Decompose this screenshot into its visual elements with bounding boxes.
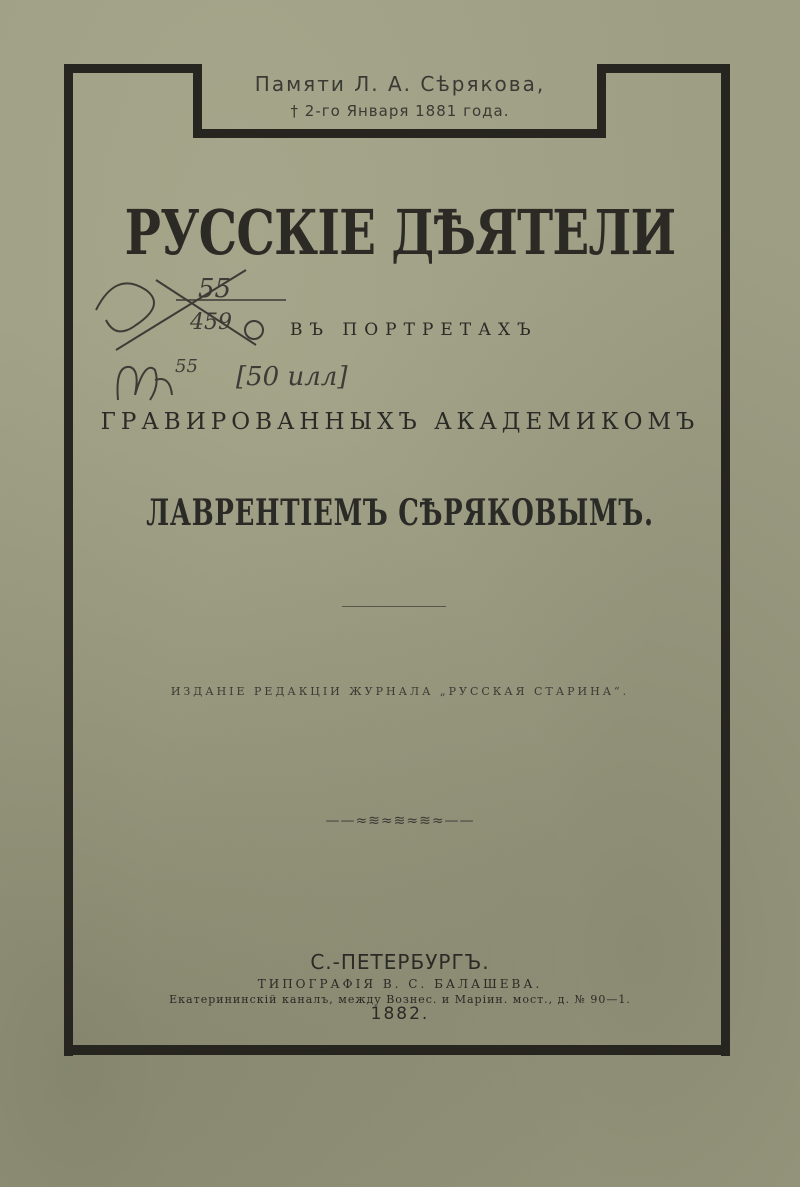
imprint-city: С.-ПЕТЕРБУРГЪ. <box>310 950 490 974</box>
frame-border-bottom <box>64 1045 730 1055</box>
memorial-line-2: † 2-го Января 1881 года. <box>290 102 510 120</box>
frame-notch-bottom <box>193 129 606 138</box>
handwritten-scrawl <box>86 250 306 360</box>
divider-rule <box>342 606 446 607</box>
imprint-address: Екатерининскій каналъ, между Вознес. и Маріин. мост., д. № 90—1. <box>169 993 631 1006</box>
imprint-year: 1882. <box>370 1004 430 1024</box>
subtitle-engraved: ГРАВИРОВАННЫХЪ АКАДЕМИКОМЪ <box>100 409 700 435</box>
page-title: РУССКІЕ ДѢЯТЕЛИ <box>124 196 676 269</box>
handwritten-note-4: [50 илл] <box>236 362 348 392</box>
imprint-printer: ТИПОГРАФІЯ В. С. БАЛАШЕВА. <box>257 977 543 991</box>
subtitle-portraits: ВЪ ПОРТРЕТАХЪ <box>290 320 538 340</box>
handwritten-note-2: 459 <box>190 310 232 335</box>
frame-border-left <box>64 64 73 1056</box>
frame-border-right <box>721 64 730 1056</box>
subtitle-engraver-name: ЛАВРЕНТІЕМЪ СѢРЯКОВЫМЪ. <box>146 492 654 534</box>
handwritten-monogram <box>110 355 180 405</box>
memorial-line-1: Памяти Л. А. Сѣрякова, <box>254 72 546 96</box>
edition-note: ИЗДАНІЕ РЕДАКЦІИ ЖУРНАЛА „РУССКАЯ СТАРИНА“. <box>170 685 630 698</box>
ornament-divider: ——≈≋≈≋≈≋≈—— <box>325 813 475 829</box>
handwritten-note-3: 55 <box>175 356 198 377</box>
handwritten-note-1: 55 <box>198 274 232 304</box>
